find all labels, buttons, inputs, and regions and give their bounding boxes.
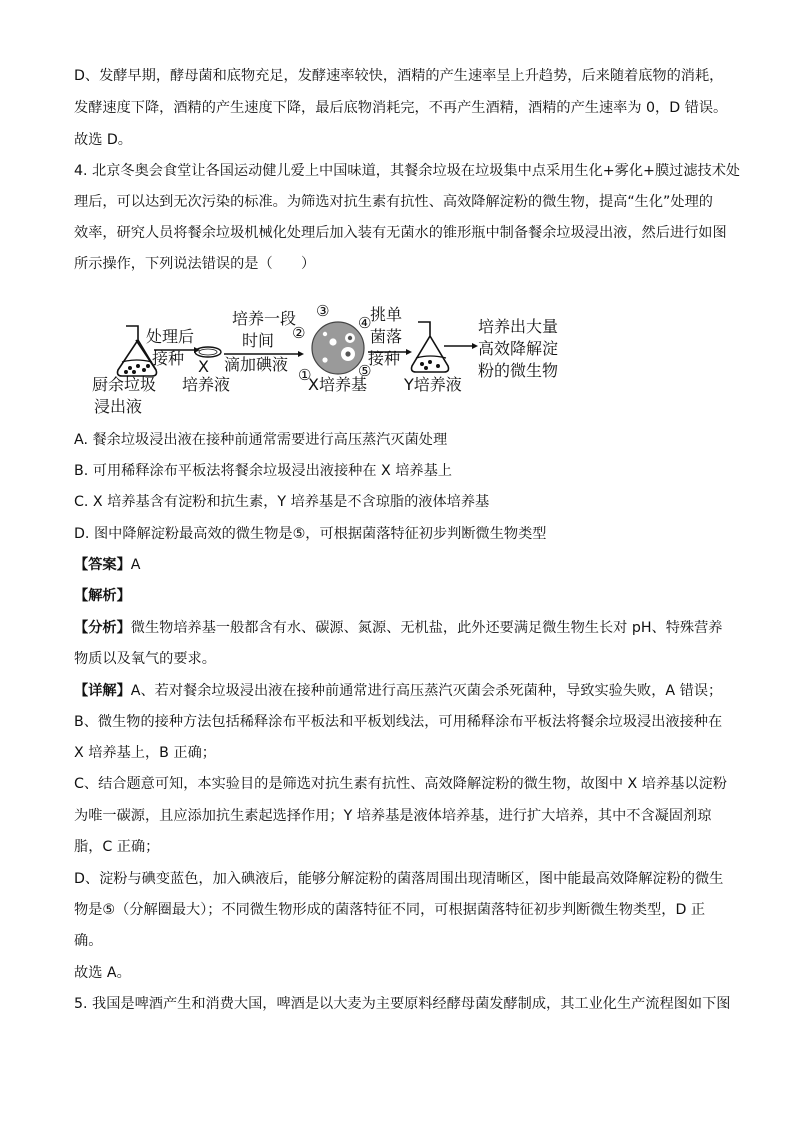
xiangjie-line: 为唯一碳源，且应添加抗生素起选择作用；Y 培养基是液体培养基，进行扩大培养，其中不含凝固剂琼 (74, 808, 712, 824)
result-line-2: 高效降解淀 (478, 339, 559, 358)
fenxi-text: 微生物培养基一般都含有水、碳源、氮源、无机盐，此外还要满足微生物生长对 pH、特殊营养 (130, 620, 723, 636)
xiangjie-label: 【详解】 (74, 683, 131, 699)
question-4-text: 所示操作，下列说法错误的是（ ） (74, 256, 316, 272)
xiangjie-line (74, 681, 724, 701)
question-4-text: 4. 北京冬奥会食堂让各国运动健儿爱上中国味道，其餐余垃圾在垃圾集中点采用生化+雾化+膜过滤技术处 (74, 163, 741, 179)
result-line-3: 粉的微生物 (478, 361, 559, 380)
text-line: D、发酵早期，酵母菌和底物充足，发酵速率较快，酒精的产生速率呈上升趋势，后来随着底物的消耗， (74, 68, 724, 84)
colony-number-4: ④ (358, 314, 372, 332)
colony-2 (329, 338, 336, 345)
x-medium-plate (312, 322, 364, 374)
colony-4-core (348, 336, 352, 340)
x-medium-label: X培养基 (308, 375, 367, 394)
flask1-label-mid: 接种 (152, 349, 185, 368)
flask1-name-2: 浸出液 (94, 397, 143, 416)
xiangjie-line: 脂，C 正确； (74, 839, 160, 855)
step3-2: 菌落 (370, 327, 403, 346)
x-dish-inner (199, 349, 217, 355)
result-line-1: 培养出大量 (478, 317, 559, 336)
colony-number-5: ⑤ (358, 362, 372, 380)
analysis-label: 【解析】 (74, 588, 131, 604)
question-4-text: 理后，可以达到无次污染的标准。为筛选对抗生素有抗性、高效降解淀粉的微生物，提高“生化”处理的 (74, 194, 713, 210)
option-b: B. 可用稀释涂布平板法将餐余垃圾浸出液接种在 X 培养基上 (74, 463, 452, 479)
step3-3: 接种 (368, 349, 401, 368)
xiangjie-line: 确。 (74, 933, 103, 949)
xiangjie-line: C、结合题意可知，本实验目的是筛选对抗生素有抗性、高效降解淀粉的微生物，故图中 X 培养基以淀粉 (74, 776, 727, 792)
option-c: C. X 培养基含有淀粉和抗生素，Y 培养基是不含琼脂的液体培养基 (74, 494, 490, 510)
xiangjie-line: D、淀粉与碘变蓝色，加入碘液后，能够分解淀粉的菌落周围出现清晰区，图中能最高效降解淀粉的微生 (74, 871, 724, 887)
xiangjie-line: B、微生物的接种方法包括稀释涂布平板法和平板划线法，可用稀释涂布平板法将餐余垃圾浸出液接种在 (74, 714, 723, 730)
step2-top1: 培养一段 (232, 309, 297, 328)
colony-number-3: ③ (316, 302, 330, 320)
xiangjie-line: 物是⑤（分解圈最大）；不同微生物形成的菌落特征不同，可根据菌落特征初步判断微生物类型，D 正 (74, 902, 706, 918)
colony-1 (322, 357, 327, 362)
analysis-heading (74, 586, 724, 606)
fenxi-label: 【分析】 (74, 620, 131, 636)
experiment-diagram (92, 298, 592, 418)
colony-number-2: ② (292, 324, 306, 342)
dish-x-label: X (198, 357, 209, 376)
arrow-3-head (406, 349, 412, 355)
y-culture-label: Y培养液 (404, 375, 462, 394)
colony-3 (323, 332, 327, 336)
option-d: D. 图中降解淀粉最高效的微生物是⑤，可根据菌落特征初步判断微生物类型 (74, 526, 547, 542)
fenxi-line-2: 物质以及氧气的要求。 (74, 651, 216, 667)
step3-1: 挑单 (370, 305, 403, 324)
xiangjie-line: X 培养基上，B 正确； (74, 745, 216, 761)
answer-value: A (130, 557, 141, 573)
step2-bottom: 滴加碘液 (224, 355, 289, 374)
colony-5-core (345, 351, 350, 356)
arrow-2-head (298, 351, 304, 357)
step2-top2: 时间 (242, 331, 275, 350)
flask1-label-top: 处理后 (146, 327, 195, 346)
colony-number-1: ① (298, 366, 312, 384)
option-a: A. 餐余垃圾浸出液在接种前通常需要进行高压蒸汽灭菌处理 (74, 432, 448, 448)
fenxi-line (74, 618, 724, 638)
xiangjie-text: A、若对餐余垃圾浸出液在接种前通常进行高压蒸汽灭菌会杀死菌种，导致实验失败，A 错误； (130, 683, 723, 699)
x-culture-label: 培养液 (182, 375, 231, 394)
flask-2 (412, 322, 449, 372)
answer-label: 【答案】 (74, 557, 131, 573)
answer-line (74, 555, 724, 575)
question-5-text: 5. 我国是啤酒产生和消费大国，啤酒是以大麦为主要原料经酵母菌发酵制成，其工业化生产流程图如下图 (74, 996, 731, 1012)
question-4-text: 效率，研究人员将餐余垃圾机械化处理后加入装有无菌水的锥形瓶中制备餐余垃圾浸出液，然后进行如图 (74, 225, 727, 241)
xiangjie-line: 故选 A。 (74, 965, 131, 981)
flask1-name-1: 厨余垃圾 (92, 375, 157, 394)
text-line: 发酵速度下降，酒精的产生速度下降，最后底物消耗完，不再产生酒精，酒精的产生速率为 0，D 错误。 (74, 100, 728, 116)
text-line: 故选 D。 (74, 132, 132, 148)
